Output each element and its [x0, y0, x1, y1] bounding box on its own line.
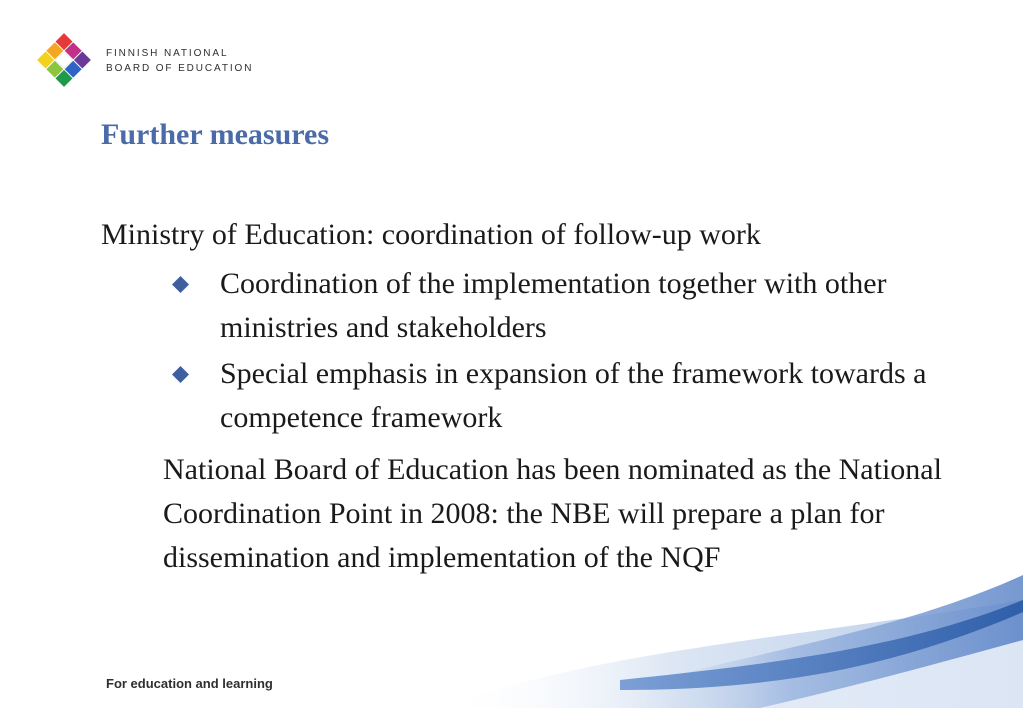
- bullet-text: Coordination of the implementation together with other ministries and stakeholders: [220, 267, 887, 344]
- diamond-mosaic-logo-icon: [34, 31, 94, 89]
- bullet-text: Special emphasis in expansion of the framework towards a competence framework: [220, 357, 927, 434]
- bullet-list: [170, 262, 940, 442]
- diamond-bullet-icon: [172, 276, 189, 293]
- footer-tagline: For education and learning: [106, 676, 273, 691]
- body-paragraph: National Board of Education has been nominated as the National Coordination Point in 2008: the NBE will prepare a plan for dissemination and implementation of the NQF: [163, 453, 942, 574]
- slide-title: Further measures: [101, 118, 330, 151]
- org-name-line-1: FINNISH NATIONAL: [106, 48, 229, 59]
- bullet-item: [170, 352, 940, 440]
- diamond-bullet-icon: [172, 366, 189, 383]
- bullet-item: [170, 262, 940, 350]
- org-name: [106, 46, 253, 76]
- org-name-line-2: BOARD OF EDUCATION: [106, 63, 254, 74]
- intro-text: Ministry of Education: coordination of follow-up work: [101, 218, 761, 251]
